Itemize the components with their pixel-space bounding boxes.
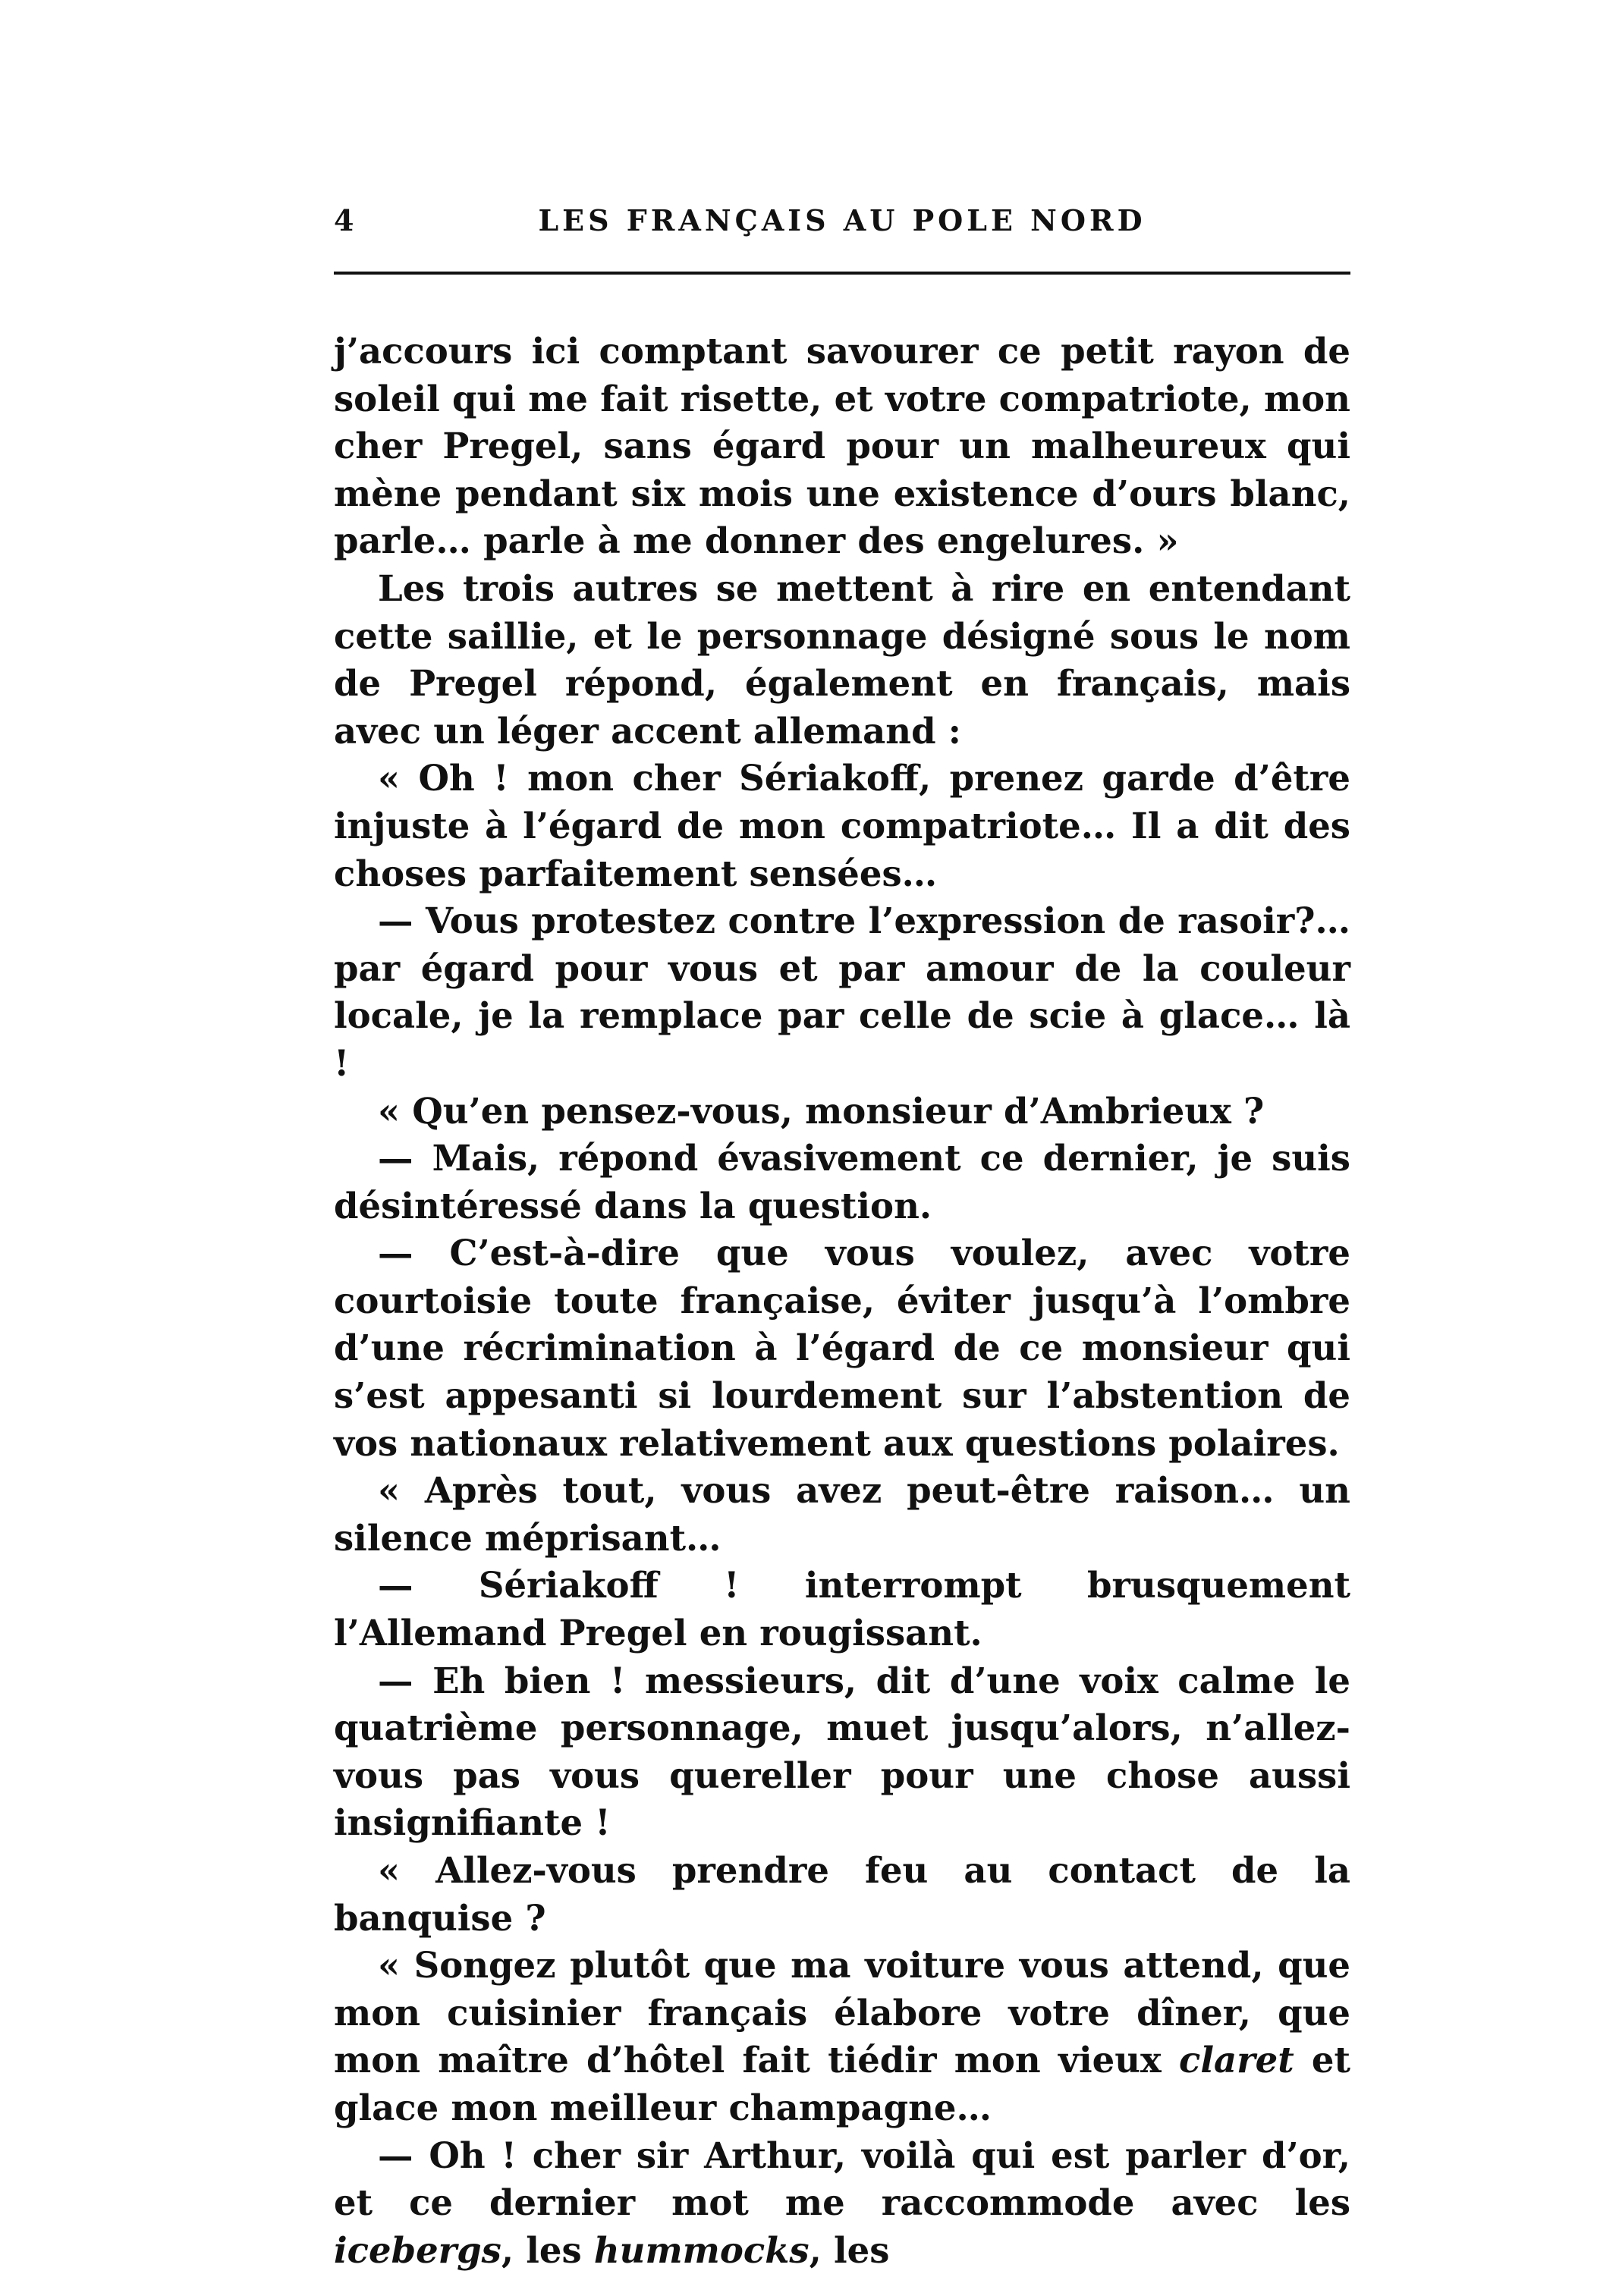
paragraph: « Allez-vous prendre feu au contact de la banquise ? xyxy=(334,1849,1350,1939)
text-run: , les xyxy=(501,2228,594,2271)
paragraph xyxy=(334,2132,1350,2275)
paragraph: « Oh ! mon cher Sériakoff, prenez garde d’être injuste à l’égard de mon compatriote… Il a dit des choses parfaitement sensées… xyxy=(334,757,1350,894)
text-run: « Songez plutôt que ma voiture vous attend, que mon cuisinier français élabore votre dîner, que mon maître d’hôtel fait tiédir mon vieux xyxy=(334,1944,1350,2081)
paragraph xyxy=(334,1942,1350,2131)
header-rule xyxy=(334,272,1350,275)
italic-word: claret xyxy=(1179,2039,1294,2081)
paragraph: — Sériakoff ! interrompt brusquement l’Allemand Pregel en rougissant. xyxy=(334,1564,1350,1654)
paragraph: — C’est-à-dire que vous voulez, avec votre courtoisie toute française, éviter jusqu’à l’ombre d’une récrimination à l’égard de ce monsieur qui s’est appesanti si lourdement sur l’abstention de vos nationaux relativement aux questions polaires. xyxy=(334,1232,1350,1464)
page-number: 4 xyxy=(334,203,354,237)
text-run: — Oh ! cher sir Arthur, voilà qui est parler d’or, et ce dernier mot me raccommode avec les xyxy=(334,2134,1350,2224)
body-text xyxy=(334,328,1350,2274)
text-run: et glace mon meilleur champagne… xyxy=(334,2039,1350,2128)
page-header xyxy=(334,203,1350,256)
paragraph: — Eh bien ! messieurs, dit d’une voix calme le quatrième personnage, muet jusqu’alors, n’allez-vous pas vous quereller pour une chose aussi insignifiante ! xyxy=(334,1659,1350,1844)
text-run: , les xyxy=(809,2228,890,2271)
running-title: LES FRANÇAIS AU POLE NORD xyxy=(538,203,1146,237)
paragraph: « Après tout, vous avez peut-être raison… un silence méprisant… xyxy=(334,1469,1350,1559)
paragraph: j’accours ici comptant savourer ce petit rayon de soleil qui me fait risette, et votre compatriote, mon cher Pregel, sans égard pour un malheureux qui mène pendant six mois une existence d’ours blanc, parle… parle à me donner des engelures. » xyxy=(334,330,1350,562)
italic-word: icebergs xyxy=(334,2228,501,2271)
italic-word: hummocks xyxy=(593,2228,810,2271)
paragraph: Les trois autres se mettent à rire en entendant cette saillie, et le personnage désigné sous le nom de Pregel répond, également en français, mais avec un léger accent allemand : xyxy=(334,567,1350,752)
paragraph: « Qu’en pensez-vous, monsieur d’Ambrieux ? xyxy=(378,1089,1265,1132)
paragraph: — Mais, répond évasivement ce dernier, je suis désintéressé dans la question. xyxy=(334,1137,1350,1227)
paragraph: — Vous protestez contre l’expression de rasoir?… par égard pour vous et par amour de la couleur locale, je la remplace par celle de scie à glace… là ! xyxy=(334,900,1350,1084)
